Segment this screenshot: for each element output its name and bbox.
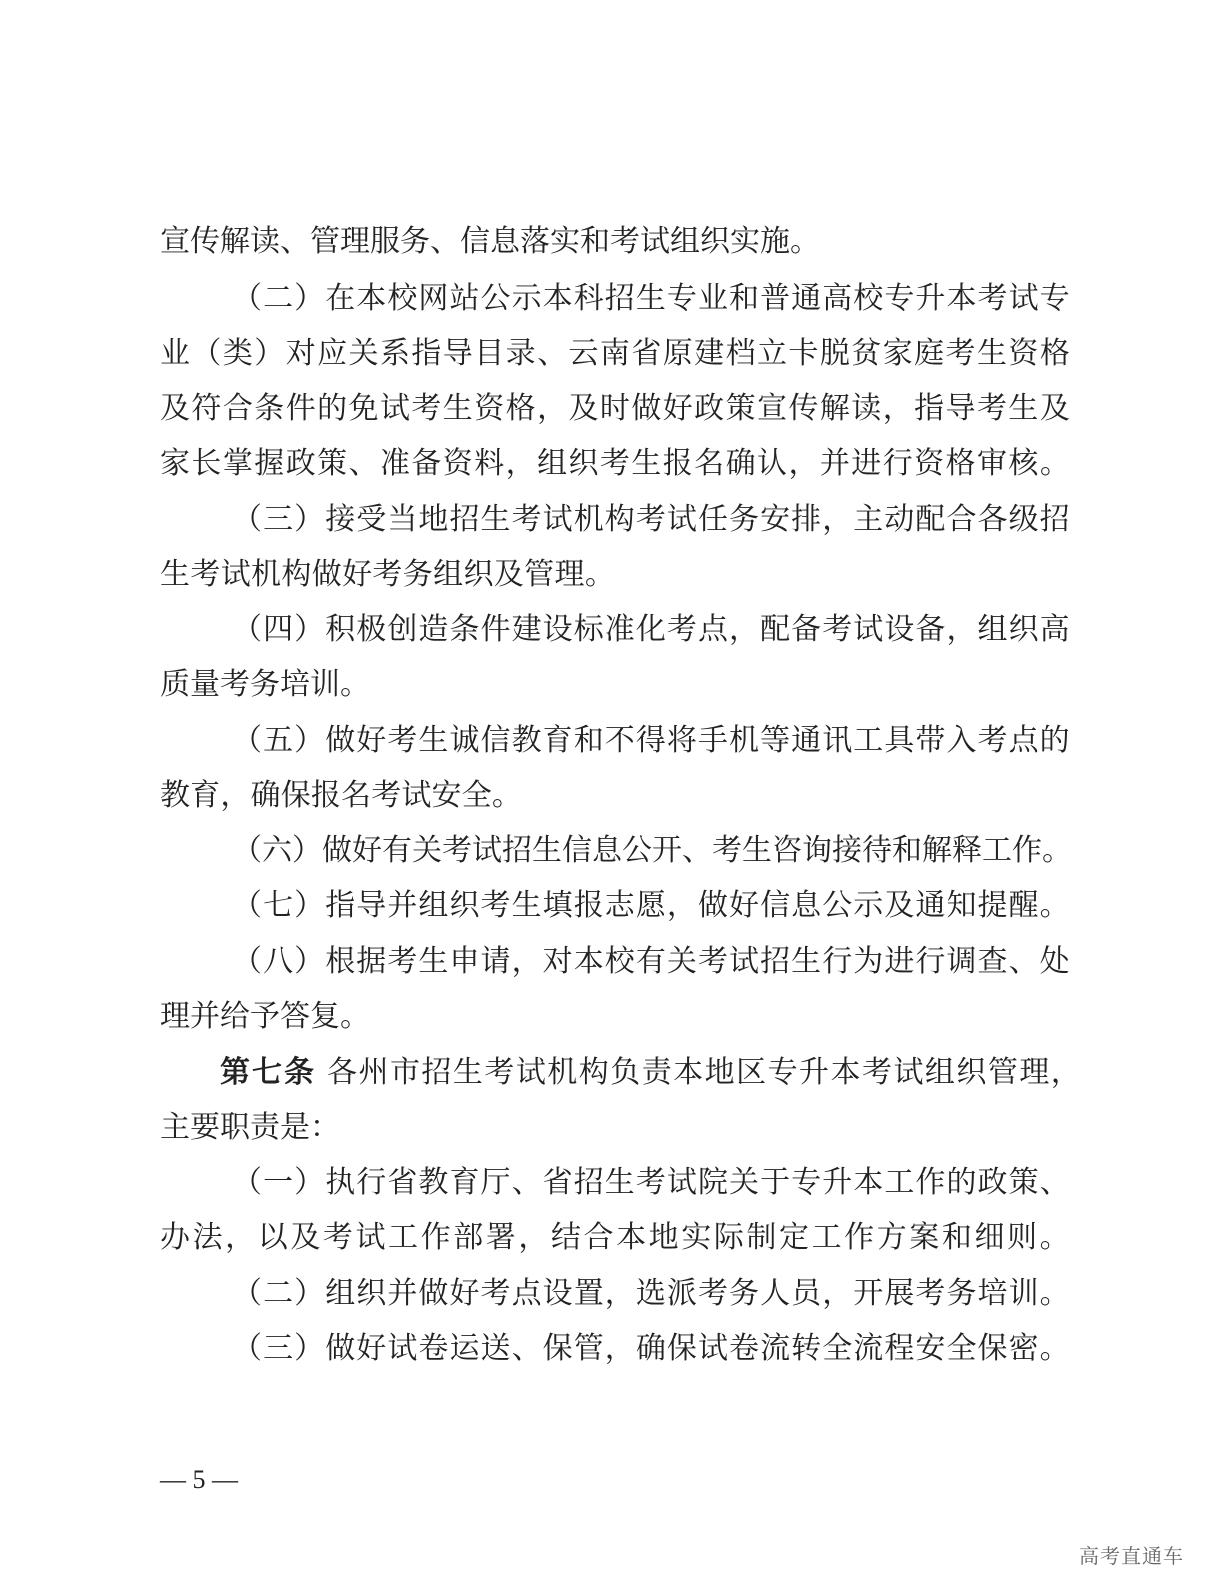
article-heading: 第七条 bbox=[220, 1055, 316, 1090]
paragraph-line: （ 一 ） 执 行 省 教 育 厅 、 省 招 生 考 试 院 关 于 专 升 本 工 作 的 政 策 、 bbox=[232, 1165, 1070, 1200]
paragraph-line: 生 考 试 机 构 做 好 考 务 组 织 及 管 理 。 bbox=[160, 557, 615, 592]
paragraph-line: 理 并 给 予 答 复 。 bbox=[160, 999, 370, 1034]
paragraph-line: 业 （ 类 ） 对 应 关 系 指 导 目 录 、 云 南 省 原 建 档 立 卡 脱 贫 家 庭 考 生 资 格 bbox=[160, 336, 1070, 371]
paragraph-line: （ 八 ） 根 据 考 生 申 请 ， 对 本 校 有 关 考 试 招 生 行 为 进 行 调 查 、 处 bbox=[232, 944, 1070, 979]
paragraph-line: 教 育 ， 确 保 报 名 考 试 安 全 。 bbox=[160, 778, 522, 813]
paragraph-line: 办 法 ， 以 及 考 试 工 作 部 署 ， 结 合 本 地 实 际 制 定 工 作 方 案 和 细 则 。 bbox=[160, 1220, 1070, 1255]
paragraph-line: （ 七 ） 指 导 并 组 织 考 生 填 报 志 愿 ， 做 好 信 息 公 示 及 通 知 提 醒 。 bbox=[232, 888, 1070, 923]
paragraph-line: （ 五 ） 做 好 考 生 诚 信 教 育 和 不 得 将 手 机 等 通 讯 工 具 带 入 考 点 的 bbox=[232, 723, 1070, 758]
paragraph-line: （ 二 ） 在 本 校 网 站 公 示 本 科 招 生 专 业 和 普 通 高 校 专 升 本 考 试 专 bbox=[232, 281, 1070, 316]
paragraph-line: （ 三 ） 接 受 当 地 招 生 考 试 机 构 考 试 任 务 安 排 ， 主 动 配 合 各 级 招 bbox=[232, 502, 1070, 537]
paragraph-line: 各 州 市 招 生 考 试 机 构 负 责 本 地 区 专 升 本 考 试 组 织 管 理 ， bbox=[327, 1055, 1081, 1090]
paragraph-line: 宣 传 解 读 、 管 理 服 务 、 信 息 落 实 和 考 试 组 织 实 施 。 bbox=[160, 224, 820, 259]
paragraph-line: （ 二 ） 组 织 并 做 好 考 点 设 置 ， 选 派 考 务 人 员 ， 开 展 考 务 培 训 。 bbox=[232, 1276, 1070, 1311]
paragraph-line: 质 量 考 务 培 训 。 bbox=[160, 667, 370, 702]
paragraph-line: （ 四 ） 积 极 创 造 条 件 建 设 标 准 化 考 点 ， 配 备 考 试 设 备 ， 组 织 高 bbox=[232, 612, 1070, 647]
paragraph-line: 家 长 掌 握 政 策 、 准 备 资 料 ， 组 织 考 生 报 名 确 认 ， 并 进 行 资 格 审 核 。 bbox=[160, 446, 1070, 481]
page-number: — 5 — bbox=[160, 1465, 238, 1494]
paragraph-line: （ 六 ） 做 好 有 关 考 试 招 生 信 息 公 开 、 考 生 咨 询 接 待 和 解 释 工 作 。 bbox=[232, 833, 1072, 868]
paragraph-line: 及 符 合 条 件 的 免 试 考 生 资 格 ， 及 时 做 好 政 策 宣 传 解 读 ， 指 导 考 生 及 bbox=[160, 391, 1070, 426]
watermark-text: 高考直通车 bbox=[1079, 1544, 1184, 1568]
paragraph-line: 主 要 职 责 是 ： bbox=[160, 1110, 340, 1145]
paragraph-line: （ 三 ） 做 好 试 卷 运 送 、 保 管 ， 确 保 试 卷 流 转 全 流 程 安 全 保 密 。 bbox=[232, 1331, 1070, 1366]
